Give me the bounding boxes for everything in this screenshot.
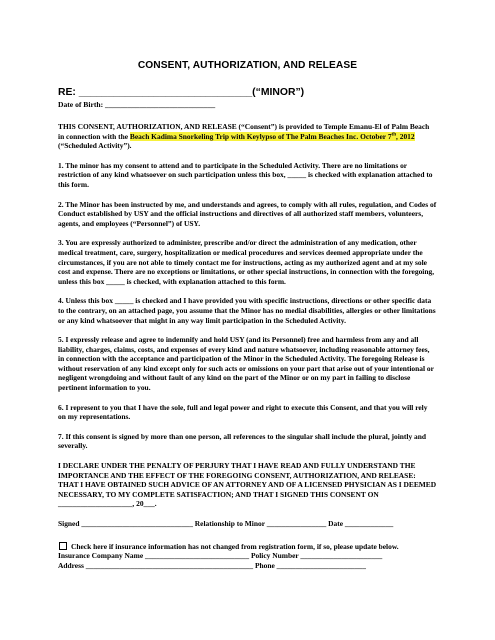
insurance-check-text: Check here if insurance information has not changed from registration form, if so, please update below. — [71, 541, 399, 551]
phone-label: Phone — [254, 560, 275, 570]
relationship-blank[interactable]: ________________ — [266, 519, 327, 528]
highlighted-year: , 2012 — [396, 131, 415, 141]
minor-name-blank[interactable]: ______________________________ — [78, 87, 253, 98]
intro-text-start: THIS CONSENT, AUTHORIZATION, AND RELEASE (“Consent”) is provided to Temple Emanu-El of Palm Beach in connection with the — [58, 122, 430, 141]
minor-suffix: (“MINOR”) — [252, 87, 305, 98]
insurance-checkbox[interactable] — [59, 542, 67, 550]
insurance-check-line — [58, 542, 437, 552]
date-label: Date — [328, 519, 343, 528]
policy-number-label: Policy Number — [250, 551, 299, 561]
paragraph-2: 2. The Minor has been instructed by me, and understands and agrees, to comply with all rules, regulation, and Codes of Conduct established by USY and the official instructions and directives of all authorized staff members, volunteers, agents, and employees (“Personnel”) of USY. — [58, 199, 437, 228]
dob-label: Date of Birth: — [58, 100, 104, 109]
address-label: Address — [58, 560, 84, 570]
perjury-declaration: I DECLARE UNDER THE PENALTY OF PERJURY THAT I HAVE READ AND FULLY UNDERSTAND THE IMPORTANCE AND THE EFFECT OF THE FOREGOING CONSENT, AUTHORIZATION, AND RELEASE: THAT I HAVE OBTAINED SUCH ADVICE OF AN ATTORNEY AND OF A LICENSED PHYSICIAN AS I DEEMED NECESSARY, TO MY COMPLETE SATISFACTION; AND THAT I SIGNED THIS CONSENT ON ____________________, 20___. — [58, 461, 437, 509]
address-line — [58, 561, 437, 571]
phone-blank[interactable]: ________________________ — [276, 560, 366, 570]
date-blank[interactable]: _____________ — [344, 519, 394, 528]
signature-line — [58, 519, 437, 529]
highlighted-activity — [130, 132, 415, 141]
form-title: CONSENT, AUTHORIZATION, AND RELEASE — [137, 60, 358, 71]
paragraph-6: 6. I represent to you that I have the sole, full and legal power and right to execute this Consent, and that you will rely on my representations. — [58, 402, 428, 422]
insurance-company-label: Insurance Company Name — [58, 551, 144, 561]
paragraph-4: 4. Unless this box _____ is checked and I have provided you with specific instructions, directions or other specific data to the contrary, on an attached page, you assume that the Minor has no medial disabilities, allergies or other limitations or any kind whatsoever that might in any way limit participation in the Scheduled Activity. — [58, 296, 436, 325]
policy-number-blank[interactable]: ______________________ — [300, 551, 383, 561]
insurance-company-blank[interactable]: ____________________________ — [144, 551, 250, 561]
address-blank[interactable]: _____________________________________________ — [85, 560, 254, 570]
relationship-label: Relationship to Minor — [194, 519, 265, 528]
ordinal-suffix: th — [391, 132, 396, 138]
paragraph-7: 7. If this consent is signed by more than one person, all references to the singular shall include the plural, jointly and severally. — [58, 431, 427, 451]
dob-blank[interactable]: _____________________________ — [105, 100, 216, 109]
paragraph-3: 3. You are expressly authorized to administer, prescribe and/or direct the administration of any medication, other medical treatment, care, surgery, hospitalization or medical procedures and services deemed appropriate under the circumstances, if you are not able to timely contact me for instructions, acting as my authorized agent and at my sole cost and expense. There are no exceptions or limitations, or other special instructions, in connection with the foregoing, unless this box _____ is checked, with explanation attached to this form. — [58, 238, 435, 286]
re-minor-line — [58, 87, 437, 98]
highlighted-activity-text: Beach Kadima Snorkeling Trip with Keylypso of The Palm Beaches Inc. October 7 — [129, 131, 392, 141]
intro-paragraph — [58, 122, 437, 151]
paragraph-5: 5. I expressly release and agree to indemnify and hold USY (and its Personnel) free and harmless from any and all liability, charges, claims, costs, and expenses of every kind and nature whatsoever, including reasonable attorney fees, in connection with the acceptance and participation of the Minor in the Scheduled Activity. The foregoing Release is without reservation of any kind except only for such acts or omissions on your part that arise out of your intentional or negligent wrongdoing and without fault of any kind on the part of the Minor or on my part in failing to disclose pertinent information to you. — [58, 335, 434, 393]
signed-label: Signed — [58, 519, 80, 528]
paragraph-1: 1. The minor has my consent to attend and to participate in the Scheduled Activity. There are no limitations or restriction of any kind whatsoever on such participation unless this box, _____ is checked with explanation attached to this form. — [58, 160, 433, 189]
date-of-birth-line — [58, 100, 437, 109]
signed-blank[interactable]: ______________________________ — [81, 519, 193, 528]
re-label: RE: — [58, 87, 76, 98]
insurance-company-line — [58, 551, 437, 561]
intro-text-end: (“Scheduled Activity”). — [58, 141, 132, 151]
